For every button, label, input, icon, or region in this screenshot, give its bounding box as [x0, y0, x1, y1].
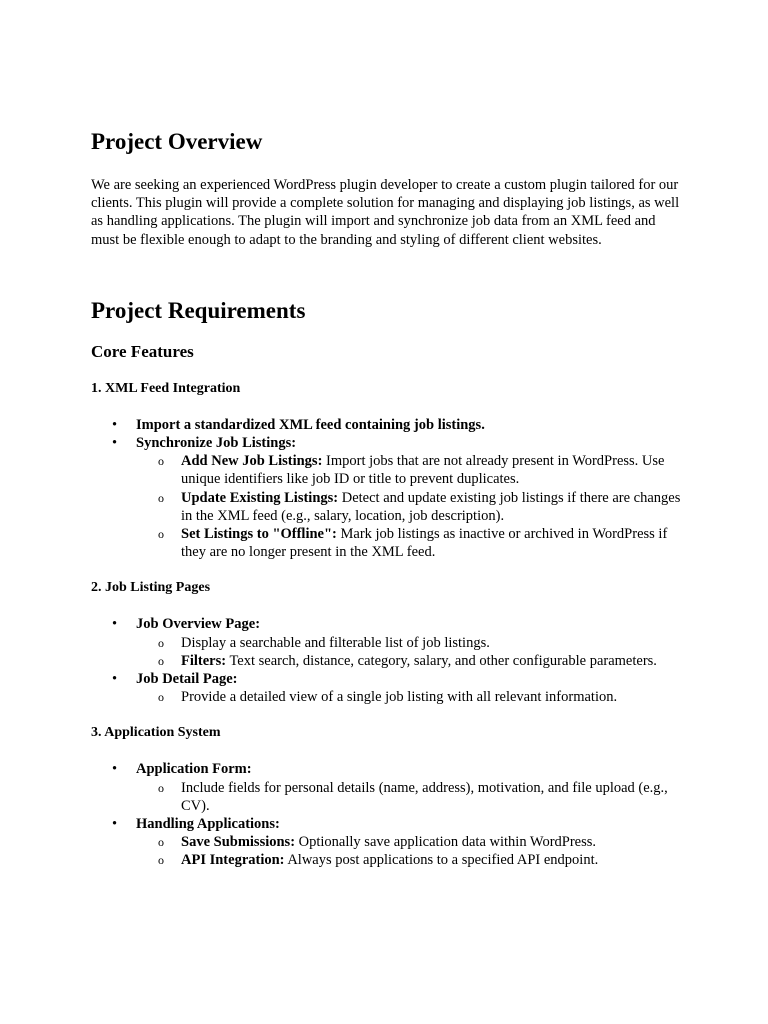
section-job-listing-pages-list	[91, 615, 681, 706]
subitem-text: Display a searchable and filterable list of job listings.	[181, 634, 490, 651]
sub-list-item	[136, 634, 681, 652]
overview-heading: Project Overview	[91, 129, 263, 154]
sub-list	[136, 688, 681, 706]
core-features-heading: Core Features	[91, 341, 194, 361]
subitem-text: Mark job listings as inactive or archived in WordPress if they are no longer present in the XML feed.	[181, 526, 668, 561]
subitem-label: Update Existing Listings:	[181, 489, 339, 506]
item-label: Import a standardized XML feed containing job listings.	[136, 416, 485, 433]
sub-list-item	[136, 688, 681, 706]
subitem-text: Text search, distance, category, salary, and other configurable parameters.	[226, 652, 657, 669]
overview-paragraph: We are seeking an experienced WordPress plugin developer to create a custom plugin tailored for our clients. This plugin will provide a complete solution for managing and displaying job listings, as well as handling applications. The plugin will import and synchronize job data from an XML feed and must be flexible enough to adapt to the branding and styling of different client websites.	[91, 177, 680, 248]
subitem-label: Save Submissions:	[181, 834, 296, 851]
subitem-text: Provide a detailed view of a single job listing with all relevant information.	[181, 689, 618, 706]
item-label: Job Overview Page:	[136, 616, 261, 633]
circle-bullet-icon: o	[158, 527, 164, 542]
bullet-icon: •	[112, 435, 118, 452]
sub-list-item	[136, 851, 681, 869]
list-item	[91, 615, 681, 670]
subitem-label: Set Listings to "Offline":	[181, 526, 337, 543]
item-label: Handling Applications:	[136, 816, 280, 833]
circle-bullet-icon: o	[158, 690, 164, 705]
list-item	[91, 670, 681, 706]
bullet-icon: •	[112, 616, 118, 633]
document-page	[91, 126, 681, 888]
item-label: Synchronize Job Listings:	[136, 435, 297, 452]
sub-list-item	[136, 489, 681, 525]
list-item	[91, 760, 681, 815]
bullet-icon: •	[112, 671, 118, 688]
list-item	[91, 434, 681, 561]
circle-bullet-icon: o	[158, 653, 164, 668]
section-xml-feed-heading: 1. XML Feed Integration	[91, 380, 241, 396]
circle-bullet-icon: o	[158, 490, 164, 505]
subitem-label: API Integration:	[181, 852, 285, 869]
section-application-system-list	[91, 760, 681, 869]
sub-list-item	[136, 833, 681, 851]
section-xml-feed-list	[91, 416, 681, 562]
sub-list-item	[136, 779, 681, 815]
circle-bullet-icon: o	[158, 635, 164, 650]
circle-bullet-icon: o	[158, 853, 164, 868]
item-label: Application Form:	[136, 761, 252, 778]
sub-list	[136, 634, 681, 670]
subitem-text: Import jobs that are not already present in WordPress. Use unique identifiers like job ID or title to prevent duplicates.	[181, 453, 665, 488]
bullet-icon: •	[112, 816, 118, 833]
subitem-text: Always post applications to a specified API endpoint.	[284, 852, 599, 869]
sub-list-item	[136, 652, 681, 670]
subitem-text: Include fields for personal details (name, address), motivation, and file upload (e.g., CV).	[181, 779, 668, 814]
circle-bullet-icon: o	[158, 835, 164, 850]
subitem-label: Add New Job Listings:	[181, 453, 323, 470]
list-item	[91, 416, 681, 434]
section-application-system-heading: 3. Application System	[91, 725, 221, 741]
subitem-text: Detect and update existing job listings if there are changes in the XML feed (e.g., salary, location, job description).	[181, 489, 681, 524]
sub-list-item	[136, 452, 681, 488]
bullet-icon: •	[112, 416, 118, 433]
bullet-icon: •	[112, 761, 118, 778]
sub-list	[136, 779, 681, 815]
section-job-listing-pages-heading: 2. Job Listing Pages	[91, 580, 211, 596]
list-item	[91, 815, 681, 870]
item-label: Job Detail Page:	[136, 671, 238, 688]
sub-list	[136, 452, 681, 561]
circle-bullet-icon: o	[158, 780, 164, 795]
sub-list-item	[136, 525, 681, 561]
sub-list	[136, 833, 681, 869]
circle-bullet-icon: o	[158, 454, 164, 469]
requirements-heading: Project Requirements	[91, 297, 306, 323]
subitem-text: Optionally save application data within WordPress.	[295, 834, 597, 851]
subitem-label: Filters:	[181, 652, 227, 669]
